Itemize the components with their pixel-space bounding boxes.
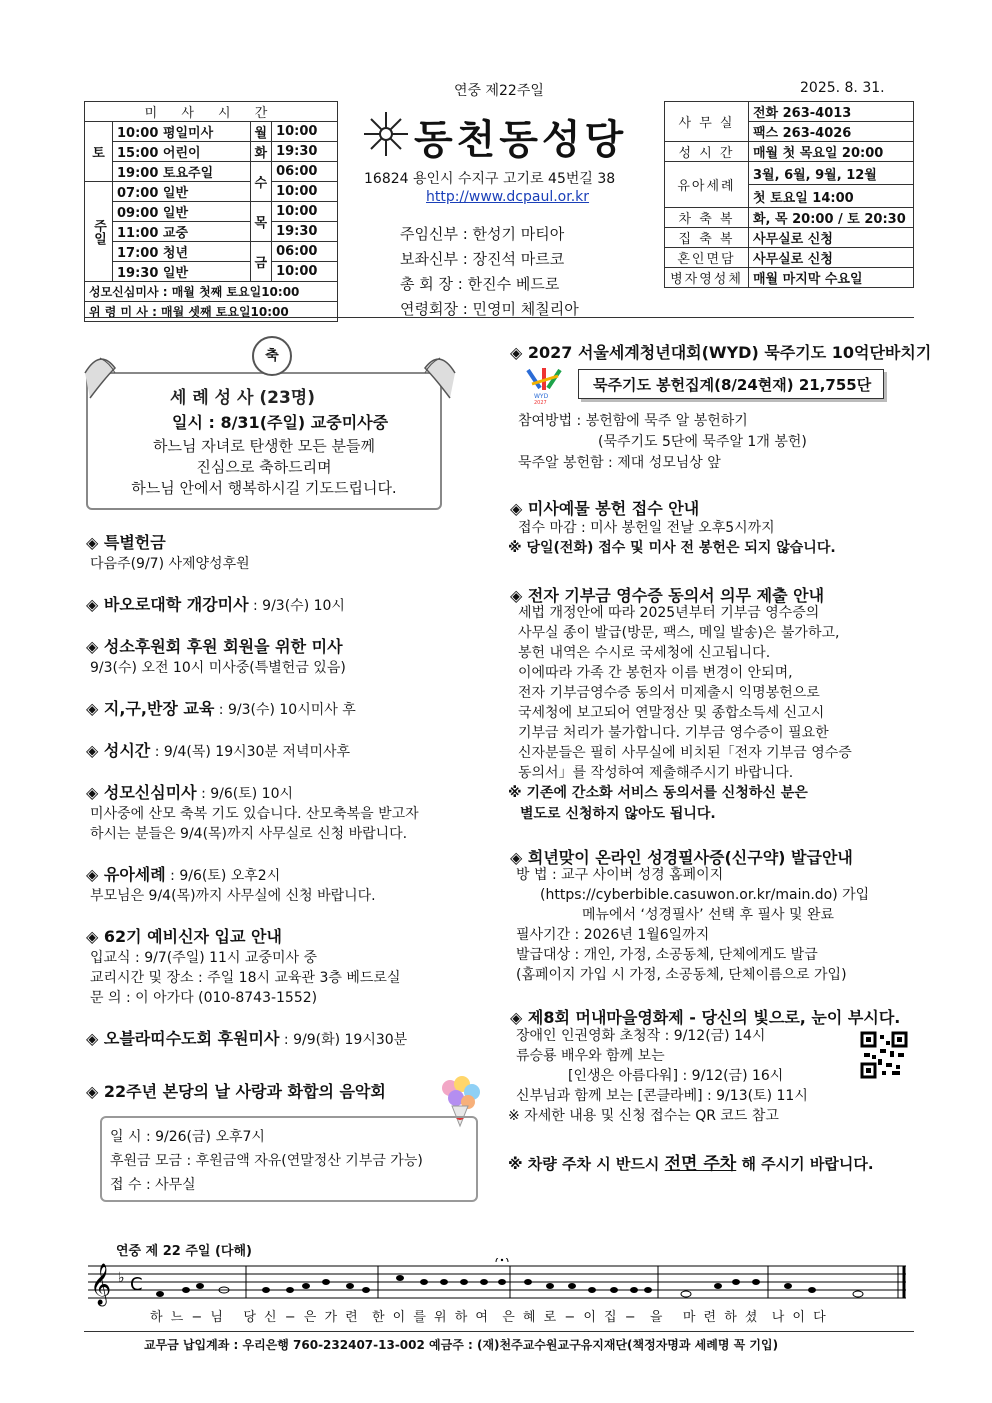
bible-title: 희년맞이 온라인 성경필사증(신구약) 발급안내 bbox=[527, 848, 853, 867]
section-inline: : 9/3(수) 10시미사 후 bbox=[214, 702, 356, 718]
section-line: 9/3(수) 오전 10시 미사중(특별헌금 있음) bbox=[90, 660, 346, 676]
info-value: 3월, 6월, 9월, 12월 bbox=[749, 162, 914, 185]
parking-pre: ※ 차량 주차 시 반드시 bbox=[508, 1155, 665, 1173]
footer-account: 교무금 납입계좌 : 우리은행 760-232407-13-002 예금주 : (재)천주교수원교구유지재단(책정자명과 세례명 꼭 기입) bbox=[144, 1338, 779, 1352]
section-title: 성시간 bbox=[103, 741, 151, 760]
staff-list bbox=[400, 222, 579, 322]
film-line: [인생은 아름다워] : 9/12(금) 16시 bbox=[568, 1068, 784, 1084]
music-lyrics: 하 느 − 님 당 신 − 은 가 련 한 이 를 위 하 여 은 혜 로 − 이 집 − 을 마 련 하 셨 나 이 다 bbox=[150, 1310, 828, 1325]
weekday-time: 06:00 bbox=[272, 242, 338, 262]
concert-title: 22주년 본당의 날 사랑과 화합의 음악회 bbox=[103, 1082, 386, 1101]
wyd-line: 참여방법 : 봉헌함에 묵주 알 봉헌하기 bbox=[518, 413, 748, 429]
section-paul-college: ◈ 바오로대학 개강미사 : 9/3(수) 10시 bbox=[86, 595, 345, 614]
weekday-label: 월 bbox=[250, 122, 272, 142]
info-value: 첫 토요일 14:00 bbox=[749, 185, 914, 208]
receipt-line: 이에따라 가족 간 봉헌자 이름 변경이 안되며, bbox=[518, 665, 793, 681]
section-inline: : 9/9(화) 19시30분 bbox=[279, 1032, 408, 1048]
church-name: 동천동성당 bbox=[414, 117, 628, 163]
mass-table-title: 미 사 시 간 bbox=[85, 102, 338, 122]
section-inline: : 9/4(목) 19시30분 저녁미사후 bbox=[150, 744, 351, 760]
section-title: 유아세례 bbox=[103, 865, 166, 884]
receipt-title: 전자 기부금 영수증 동의서 의무 제출 안내 bbox=[527, 586, 825, 605]
header-divider bbox=[84, 317, 914, 318]
section-holy-hour: ◈ 성시간 : 9/4(목) 19시30분 저녁미사후 bbox=[86, 741, 351, 760]
section-title: 성모신심미사 bbox=[103, 783, 197, 802]
mass-schedule-table bbox=[84, 101, 338, 322]
info-value: 매월 마지막 수요일 bbox=[749, 268, 914, 288]
receipt-line: 동의서」를 작성하여 제출해주시기 바랍니다. bbox=[518, 765, 794, 781]
weekday-time: 10:00 bbox=[272, 182, 338, 202]
mass-row: 11:00 교중 bbox=[113, 222, 251, 242]
info-key: 혼인면담 bbox=[665, 248, 749, 268]
section-line: 문 의 : 이 아가다 (010-8743-1552) bbox=[90, 990, 318, 1006]
music-title: 연중 제 22 주일 (다해) bbox=[116, 1244, 252, 1259]
church-website-link[interactable]: http://www.dcpaul.or.kr bbox=[426, 189, 590, 205]
info-value: 팩스 263-4026 bbox=[749, 122, 914, 142]
svg-text:WYD: WYD bbox=[534, 393, 549, 400]
receipt-line: 봉헌 내역은 수시로 국세청에 신고됩니다. bbox=[518, 645, 771, 661]
film-line: ※ 자세한 내용 및 신청 접수는 QR 코드 참고 bbox=[508, 1108, 779, 1124]
weekday-time: 10:00 bbox=[272, 262, 338, 282]
baptism-date: 일시 : 8/31(주일) 교중미사중 bbox=[172, 413, 389, 432]
mass-footer: 성모신심미사 : 매월 첫째 토요일10:00 bbox=[85, 282, 338, 302]
section-title: 바오로대학 개강미사 bbox=[103, 595, 249, 614]
mass-row: 19:30 일반 bbox=[113, 262, 251, 282]
receipt-note bbox=[508, 783, 808, 825]
footer-divider bbox=[84, 1331, 914, 1332]
section-title: 오블라띠수도회 후원미사 bbox=[103, 1029, 280, 1048]
weekday-time: 10:00 bbox=[272, 202, 338, 222]
staff-line: 총 회 장 : 한진수 베드로 bbox=[400, 275, 560, 293]
baptism-title: 세 례 성 사 (23명) bbox=[170, 388, 315, 408]
info-value: 사무실로 신청 bbox=[749, 248, 914, 268]
date-label: 2025. 8. 31. bbox=[800, 80, 885, 96]
weekday-time: 10:00 bbox=[272, 122, 338, 142]
bible-title-row: ◈ 희년맞이 온라인 성경필사증(신구약) 발급안내 bbox=[510, 848, 853, 867]
section-vocation-mass: ◈ 성소후원회 후원 회원을 위한 미사 9/3(수) 오전 10시 미사중(특별헌금 있음) bbox=[86, 637, 486, 678]
wyd-details bbox=[518, 411, 807, 474]
section-title: 62기 예비신자 입교 안내 bbox=[103, 927, 282, 946]
wyd-logo-icon bbox=[522, 364, 568, 408]
section-line: 하시는 분들은 9/4(목)까지 사무실로 신청 바랍니다. bbox=[90, 826, 408, 842]
sat-label: 토 bbox=[85, 122, 113, 182]
offering-line2: ※ 당일(전화) 접수 및 미사 전 봉헌은 되지 않습니다. bbox=[508, 540, 836, 556]
info-value: 사무실로 신청 bbox=[749, 228, 914, 248]
bible-line: 발급대상 : 개인, 가정, 소공동체, 단체에게도 발급 bbox=[516, 947, 818, 963]
staff-line: 주임신부 : 한성기 마티아 bbox=[400, 225, 565, 243]
receipt-line: 국세청에 보고되어 연말정산 및 종합소득세 신고시 bbox=[518, 705, 825, 721]
offering-title-row: ◈ 미사예물 봉헌 접수 안내 bbox=[510, 499, 700, 518]
mass-row: 17:00 청년 bbox=[113, 242, 251, 262]
concert-line: 접 수 : 사무실 bbox=[110, 1177, 196, 1193]
info-key: 사 무 실 bbox=[665, 102, 749, 142]
concert-title-row: ◈ 22주년 본당의 날 사랑과 화합의 음악회 bbox=[86, 1082, 386, 1101]
bible-line: (홈페이지 가입 시 가정, 소공동체, 단체이름으로 가입) bbox=[516, 967, 847, 983]
week-label: 연중 제22주일 bbox=[454, 83, 544, 99]
mass-row: 07:00 일반 bbox=[113, 182, 251, 202]
receipt-line: 신자분들은 필히 사무실에 비치된「전자 기부금 영수증 bbox=[518, 745, 852, 761]
section-oblati-mass: ◈ 오블라띠수도회 후원미사 : 9/9(화) 19시30분 bbox=[86, 1029, 408, 1048]
left-announcements bbox=[86, 533, 486, 1071]
concert-line: 후원금 모금 : 후원금액 자유(연말정산 기부금 가능) bbox=[110, 1153, 423, 1169]
svg-text:♭: ♭ bbox=[118, 1270, 125, 1286]
receipt-note-line: 별도로 신청하지 않아도 됩니다. bbox=[520, 806, 716, 822]
mass-row: 15:00 어린이 bbox=[113, 142, 251, 162]
section-line: 다음주(9/7) 사제양성후원 bbox=[90, 556, 250, 572]
offering-line1: 접수 마감 : 미사 봉헌일 전날 오후5시까지 bbox=[518, 520, 775, 536]
section-leader-education: ◈ 지,구,반장 교육 : 9/3(수) 10시미사 후 bbox=[86, 699, 356, 718]
mass-row: 09:00 일반 bbox=[113, 202, 251, 222]
info-key: 집 축 복 bbox=[665, 228, 749, 248]
info-key: 병자영성체 bbox=[665, 268, 749, 288]
section-line: 부모님은 9/4(목)까지 사무실에 신청 바랍니다. bbox=[90, 888, 376, 904]
section-title: 특별헌금 bbox=[103, 533, 166, 552]
ribbon-left-icon bbox=[80, 338, 150, 412]
receipt-line: 기부금 처리가 불가합니다. 기부금 영수증이 필요한 bbox=[518, 725, 829, 741]
congrats-badge: 축 bbox=[252, 336, 292, 376]
section-line: 교리시간 및 장소 : 주일 18시 교육관 3층 베드로실 bbox=[90, 970, 401, 986]
wyd-tally-box: 묵주기도 봉헌집계(8/24현재) 21,755단 bbox=[578, 369, 884, 399]
bible-body bbox=[516, 865, 916, 985]
info-key: 성 시 간 bbox=[665, 142, 749, 162]
wyd-line: (묵주기도 5단에 묵주알 1개 봉헌) bbox=[598, 434, 807, 450]
section-inline: : 9/3(수) 10시 bbox=[248, 598, 345, 614]
parking-emphasis: 전면 주차 bbox=[664, 1154, 737, 1174]
staff-line: 보좌신부 : 장진석 마르코 bbox=[400, 250, 565, 268]
wyd-title-row: ◈ 2027 서울세계청년대회(WYD) 묵주기도 10억단바치기 bbox=[510, 343, 932, 362]
section-catechumen: ◈ 62기 예비신자 입교 안내 입교식 : 9/7(주일) 11시 교중미사 중 교리시간 및 장소 : 주일 18시 교육관 3층 베드로실 문 의 : 이 아가다 (010-8743-1552) bbox=[86, 927, 486, 1008]
parking-post: 해 주시기 바랍니다. bbox=[736, 1155, 874, 1173]
weekday-label: 수 bbox=[250, 162, 272, 202]
wyd-line: 묵주알 봉헌함 : 제대 성모님상 앞 bbox=[518, 455, 721, 471]
baptism-line: 하느님 자녀로 탄생한 모든 분들께 bbox=[153, 437, 375, 455]
wyd-title: 2027 서울세계청년대회(WYD) 묵주기도 10억단바치기 bbox=[527, 343, 932, 362]
bible-line: 방 법 : 교구 사이버 성경 홈페이지 bbox=[516, 867, 724, 883]
ribbon-right-icon bbox=[390, 338, 460, 412]
weekday-time: 06:00 bbox=[272, 162, 338, 182]
weekday-label: 금 bbox=[250, 242, 272, 282]
sun-label: 주일 bbox=[85, 182, 113, 282]
baptism-message bbox=[86, 436, 442, 499]
svg-text:𝄞: 𝄞 bbox=[90, 1264, 112, 1305]
film-line: 류승룡 배우와 함께 보는 bbox=[516, 1048, 665, 1064]
section-special-offering: ◈ 특별헌금 다음주(9/7) 사제양성후원 bbox=[86, 533, 486, 574]
baptism-line: 진심으로 축하드리며 bbox=[196, 458, 332, 476]
concert-box bbox=[100, 1116, 478, 1202]
svg-text:2027: 2027 bbox=[534, 400, 547, 404]
mass-row: 19:00 토요주일 bbox=[113, 162, 251, 182]
receipt-title-row: ◈ 전자 기부금 영수증 동의서 의무 제출 안내 bbox=[510, 586, 825, 605]
section-inline: : 9/6(토) 10시 bbox=[196, 786, 294, 802]
mass-footer: 위 령 미 사 : 매월 셋째 토요일10:00 bbox=[85, 302, 338, 322]
film-title-row: ◈ 제8회 머내마을영화제 - 당신의 빛으로, 눈이 부시다. bbox=[510, 1008, 901, 1027]
section-infant-baptism: ◈ 유아세례 : 9/6(토) 오후2시 부모님은 9/4(목)까지 사무실에 신청 바랍니다. bbox=[86, 865, 486, 906]
receipt-line: 전자 기부금영수증 동의서 미제출시 익명봉헌으로 bbox=[518, 685, 820, 701]
info-value: 화, 목 20:00 / 토 20:30 bbox=[749, 208, 914, 228]
section-line: 입교식 : 9/7(주일) 11시 교중미사 중 bbox=[90, 950, 318, 966]
info-key: 유아세례 bbox=[665, 162, 749, 208]
section-title: 성소후원회 후원 회원을 위한 미사 bbox=[103, 637, 343, 656]
section-inline: : 9/6(토) 오후2시 bbox=[165, 868, 281, 884]
section-title: 지,구,반장 교육 bbox=[103, 699, 215, 718]
section-marian-mass: ◈ 성모신심미사 : 9/6(토) 10시 미사중에 산모 축복 기도 있습니다. 산모축복을 받고자 하시는 분들은 9/4(목)까지 사무실로 신청 바랍니다. bbox=[86, 783, 486, 844]
concert-line: 일 시 : 9/26(금) 오후7시 bbox=[110, 1129, 265, 1145]
film-line: 장애인 인권영화 초청작 : 9/12(금) 14시 bbox=[516, 1028, 766, 1044]
weekday-label: 화 bbox=[250, 142, 272, 162]
film-line: 신부님과 함께 보는 [콘클라베] : 9/13(토) 11시 bbox=[516, 1088, 808, 1104]
bible-line: 메뉴에서 ‘성경필사’ 선택 후 필사 및 완료 bbox=[582, 907, 834, 923]
parking-notice bbox=[508, 1149, 874, 1174]
weekday-label: 목 bbox=[250, 202, 272, 242]
info-value: 전화 263-4013 bbox=[749, 102, 914, 122]
receipt-line: 세법 개정안에 따라 2025년부터 기부금 영수증의 bbox=[518, 605, 820, 621]
film-title: 제8회 머내마을영화제 - 당신의 빛으로, 눈이 부시다. bbox=[527, 1008, 901, 1027]
offering-title: 미사예물 봉헌 접수 안내 bbox=[527, 499, 700, 518]
staff-line: 연령회장 : 민영미 체칠리아 bbox=[400, 300, 579, 318]
church-address: 16824 용인시 수지구 고기로 45번길 38 bbox=[364, 171, 616, 187]
receipt-line: 사무실 종이 발급(방문, 팩스, 메일 발송)은 불가하고, bbox=[518, 625, 840, 641]
film-body bbox=[508, 1026, 876, 1126]
receipt-note-line: ※ 기존에 간소화 서비스 동의서를 신청하신 분은 bbox=[508, 785, 808, 801]
office-info-table bbox=[664, 101, 914, 288]
baptism-line: 하느님 안에서 행복하시길 기도드립니다. bbox=[131, 479, 397, 497]
info-value: 매월 첫 목요일 20:00 bbox=[749, 142, 914, 162]
weekday-time: 19:30 bbox=[272, 142, 338, 162]
mass-row: 10:00 평일미사 bbox=[113, 122, 251, 142]
qr-code-icon[interactable] bbox=[860, 1031, 908, 1083]
church-cross-icon bbox=[360, 108, 412, 164]
weekday-time: 19:30 bbox=[272, 222, 338, 242]
bible-line: (https://cyberbible.casuwon.or.kr/main.do) 가입 bbox=[540, 887, 870, 903]
section-line: 미사중에 산모 축복 기도 있습니다. 산모축복을 받고자 bbox=[90, 806, 419, 822]
receipt-body bbox=[518, 603, 918, 783]
svg-text:C: C bbox=[130, 1274, 143, 1295]
info-key: 차 축 복 bbox=[665, 208, 749, 228]
bible-line: 필사기간 : 2026년 1월6일까지 bbox=[516, 927, 710, 943]
